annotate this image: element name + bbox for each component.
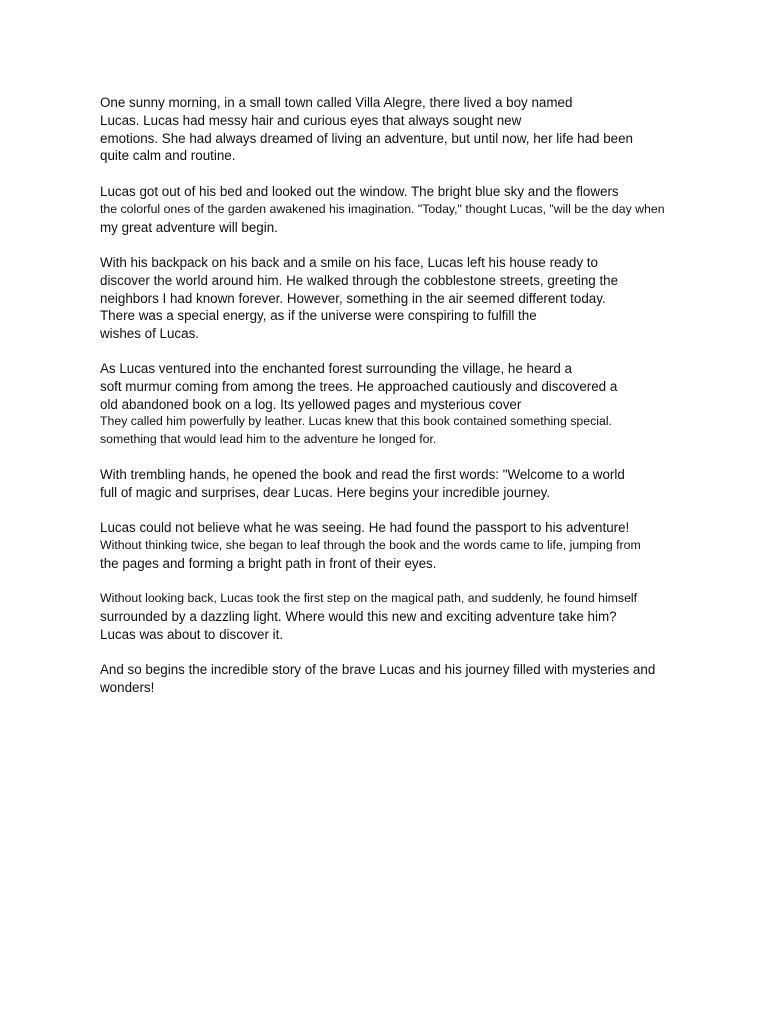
paragraph-line: neighbors I had known forever. However, something in the air seemed different today. [100, 290, 606, 306]
paragraph-line: As Lucas ventured into the enchanted forest surrounding the village, he heard a [100, 361, 572, 376]
paragraph-line: surrounded by a dazzling light. Where would this new and exciting adventure take him? [100, 608, 617, 624]
paragraph-line: soft murmur coming from among the trees. He approached cautiously and discovered a [100, 378, 618, 394]
paragraph-line: They called him powerfully by leather. Lucas knew that this book contained something special. [100, 414, 612, 429]
paragraph-line: And so begins the incredible story of the brave Lucas and his journey filled with mysteries and [100, 662, 656, 677]
paragraph-3 [100, 254, 618, 343]
paragraph-line: Lucas. Lucas had messy hair and curious eyes that always sought new [100, 112, 522, 128]
paragraph-1 [100, 94, 633, 165]
paragraph-line: something that would lead him to the adventure he longed for. [100, 432, 437, 447]
paragraph-2 [100, 183, 665, 236]
paragraph-line: full of magic and surprises, dear Lucas. Here begins your incredible journey. [100, 484, 551, 500]
paragraph-line: discover the world around him. He walked through the cobblestone streets, greeting the [100, 272, 619, 288]
paragraph-line: wonders! [100, 679, 155, 695]
paragraph-line: the pages and forming a bright path in front of their eyes. [100, 555, 437, 571]
paragraph-line: Lucas was about to discover it. [100, 626, 284, 642]
paragraph-line: my great adventure will begin. [100, 219, 278, 235]
paragraph-line: emotions. She had always dreamed of living an adventure, but until now, her life had been [100, 130, 633, 146]
paragraph-line: With trembling hands, he opened the book and read the first words: "Welcome to a world [100, 467, 625, 482]
paragraph-line: One sunny morning, in a small town called Villa Alegre, there lived a boy named [100, 95, 573, 110]
paragraph-line: Without thinking twice, she began to leaf through the book and the words came to life, jumping from [100, 537, 641, 552]
paragraph-line: quite calm and routine. [100, 148, 236, 164]
paragraph-7 [100, 590, 637, 643]
paragraph-line: Lucas got out of his bed and looked out the window. The bright blue sky and the flowers [100, 184, 619, 199]
paragraph-8 [100, 661, 655, 697]
paragraph-line: With his backpack on his back and a smile on his face, Lucas left his house ready to [100, 255, 598, 270]
paragraph-4 [100, 360, 617, 449]
paragraph-line: wishes of Lucas. [100, 326, 199, 342]
paragraph-5 [100, 466, 625, 502]
paragraph-line: old abandoned book on a log. Its yellowed pages and mysterious cover [100, 396, 522, 412]
paragraph-6 [100, 519, 641, 572]
paragraph-line: Without looking back, Lucas took the first step on the magical path, and suddenly, he found himself [100, 591, 638, 605]
paragraph-line: Lucas could not believe what he was seeing. He had found the passport to his adventure! [100, 520, 630, 535]
paragraph-line: the colorful ones of the garden awakened his imagination. "Today," thought Lucas, "will be the day when [100, 201, 665, 216]
paragraph-line: There was a special energy, as if the universe were conspiring to fulfill the [100, 308, 537, 324]
